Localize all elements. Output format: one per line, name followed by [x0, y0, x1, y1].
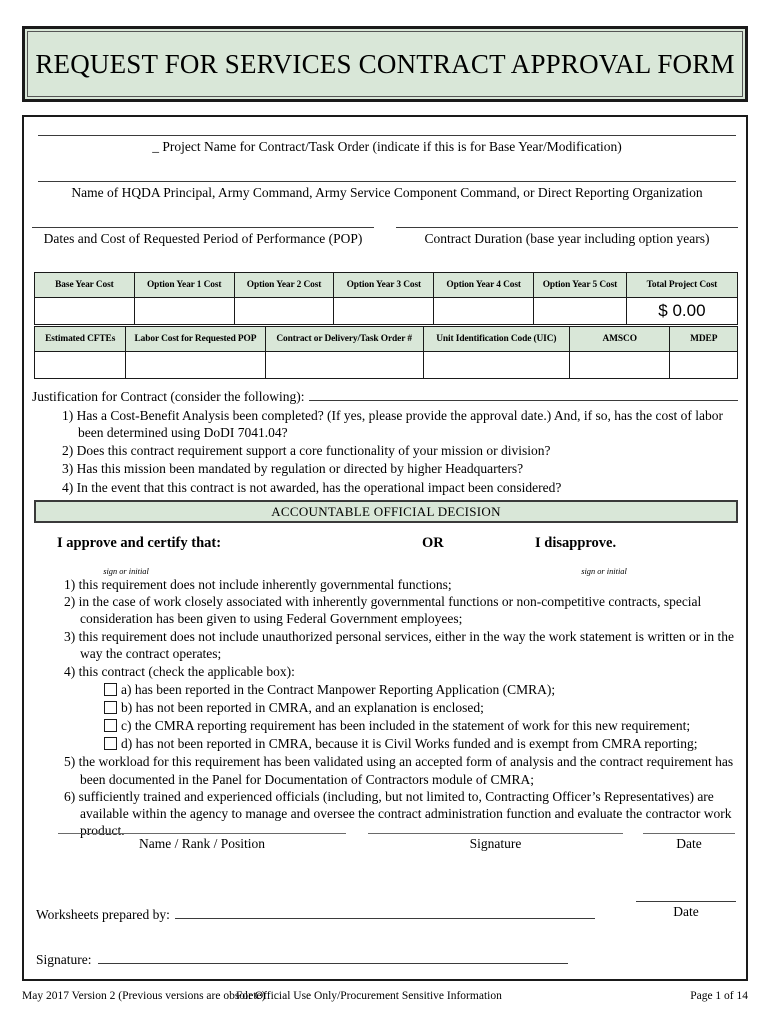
form-title-banner-inner	[27, 31, 743, 97]
page-footer	[0, 990, 770, 1010]
certification-section	[32, 575, 742, 840]
disapprove-label: I disapprove.	[535, 535, 617, 551]
justification-section	[32, 389, 738, 496]
cmra-checkbox-row[interactable]	[32, 699, 742, 716]
cmra-checkbox-list	[32, 681, 742, 753]
checkbox-c-icon[interactable]	[104, 719, 117, 732]
cost-input-option-year-5[interactable]	[534, 298, 627, 325]
certification-item: 5) the workload for this requirement has been validated using an accepted form of analysis and the contract requirement has been documented in the Panel for Documentation of Contractors module of CMRA;	[64, 754, 734, 787]
disapprove-group	[530, 535, 627, 576]
justification-question: 4) In the event that this contract is not awarded, has the operational impact been considered?	[62, 479, 562, 495]
cmra-checkbox-label: b) has not been reported in CMRA, and an explanation is enclosed;	[121, 699, 484, 715]
date-label: Date	[676, 836, 702, 851]
cost-input-option-year-4[interactable]	[434, 298, 534, 325]
certification-item: 1) this requirement does not include inherently governmental functions;	[64, 576, 452, 592]
worksheets-prepared-input-line[interactable]	[175, 918, 595, 919]
detail-col-uic: Unit Identification Code (UIC)	[423, 327, 569, 352]
worksheets-date-label: Date	[673, 904, 699, 919]
hqda-caption: Name of HQDA Principal, Army Command, Army Service Component Command, or Direct Reporting Organization	[71, 185, 703, 200]
cost-input-option-year-3[interactable]	[334, 298, 434, 325]
detail-input-task-order[interactable]	[265, 352, 423, 379]
accountable-official-decision-banner: ACCOUNTABLE OFFICIAL DECISION	[34, 500, 738, 523]
certification-list-continued	[32, 753, 742, 839]
cost-col-base-year: Base Year Cost	[35, 273, 135, 298]
cmra-checkbox-row[interactable]	[32, 681, 742, 698]
final-signature-label: Signature:	[36, 952, 92, 967]
justification-label: Justification for Contract (consider the following):	[32, 389, 305, 404]
justification-question: 3) Has this mission been mandated by regulation or directed by higher Headquarters?	[62, 461, 524, 477]
pop-caption: Dates and Cost of Requested Period of Performance (POP)	[43, 231, 363, 246]
duration-field-group	[396, 227, 738, 247]
form-title-banner	[22, 26, 748, 102]
cost-input-base-year[interactable]	[35, 298, 135, 325]
page-title: REQUEST FOR SERVICES CONTRACT APPROVAL FORM	[35, 48, 735, 79]
worksheets-prepared-label: Worksheets prepared by:	[36, 907, 170, 922]
detail-col-amsco: AMSCO	[569, 327, 670, 352]
cost-col-option-year-5: Option Year 5 Cost	[534, 273, 627, 298]
cost-total-value: $ 0.00	[626, 298, 737, 325]
detail-col-labor-cost: Labor Cost for Requested POP	[126, 327, 265, 352]
cmra-checkbox-label: a) has been reported in the Contract Manpower Reporting Application (CMRA);	[121, 681, 556, 697]
cost-table-header-row	[35, 273, 738, 298]
cost-col-option-year-3: Option Year 3 Cost	[334, 273, 434, 298]
detail-input-cftes[interactable]	[35, 352, 126, 379]
signature-label: Signature	[469, 836, 522, 851]
duration-caption: Contract Duration (base year including option years)	[424, 231, 710, 246]
certification-list	[32, 576, 742, 680]
decision-or-label: OR	[422, 535, 444, 551]
date-group	[643, 833, 735, 852]
detail-col-mdep: MDEP	[670, 327, 738, 352]
detail-col-cftes: Estimated CFTEs	[35, 327, 126, 352]
footer-version: May 2017 Version 2 (Previous versions are obsolete)	[22, 990, 266, 1002]
approve-signature-hint: sign or initial	[103, 567, 149, 576]
checkbox-a-icon[interactable]	[104, 683, 117, 696]
pop-field-group	[32, 227, 374, 247]
detail-col-task-order: Contract or Delivery/Task Order #	[265, 327, 423, 352]
detail-table	[34, 326, 738, 379]
cost-col-total: Total Project Cost	[626, 273, 737, 298]
cmra-checkbox-row[interactable]	[32, 735, 742, 752]
certification-item: 2) in the case of work closely associated with inherently governmental functions or non-competitive contracts, special consideration has been given to using Federal Government employees;	[64, 594, 702, 627]
certification-item: 3) this requirement does not include unauthorized personal services, either in the way the work statement is written or in the way the contract operates;	[64, 628, 734, 662]
justification-question: 1) Has a Cost-Benefit Analysis been completed? (If yes, please provide the approval date.) And, if so, has the cost of labor been determined using DoDI 7041.04?	[62, 408, 723, 441]
detail-input-labor-cost[interactable]	[126, 352, 265, 379]
cost-table	[34, 272, 738, 325]
signature-group	[368, 833, 623, 852]
footer-page-number: Page 1 of 14	[690, 990, 748, 1002]
cost-col-option-year-1: Option Year 1 Cost	[134, 273, 234, 298]
final-signature-input-line[interactable]	[98, 963, 568, 964]
disapprove-signature-hint: sign or initial	[581, 567, 627, 576]
final-signature-group	[36, 952, 736, 968]
justification-question-list	[32, 407, 738, 496]
cmra-checkbox-row[interactable]	[32, 717, 742, 734]
cost-col-option-year-4: Option Year 4 Cost	[434, 273, 534, 298]
certification-item: 6) sufficiently trained and experienced officials (including, but not limited to, Contracting Officer’s Representatives) are available within the agency to manage and oversee the contract administration function and evaluate the contractor work product.	[64, 789, 732, 839]
cost-col-option-year-2: Option Year 2 Cost	[234, 273, 334, 298]
form-body	[22, 115, 748, 981]
signature-row	[36, 833, 736, 852]
justification-input-line[interactable]	[309, 400, 738, 401]
approve-label: I approve and certify that:	[57, 535, 222, 551]
detail-input-amsco[interactable]	[569, 352, 670, 379]
name-rank-position-label: Name / Rank / Position	[139, 836, 265, 851]
justification-question: 2) Does this contract requirement support a core functionality of your mission or division?	[62, 443, 551, 459]
cost-table-value-row	[35, 298, 738, 325]
worksheets-date-group	[636, 901, 736, 920]
cost-input-option-year-2[interactable]	[234, 298, 334, 325]
detail-table-header-row	[35, 327, 738, 352]
pop-duration-group	[32, 227, 738, 247]
footer-classification: For Official Use Only/Procurement Sensitive Information	[236, 990, 502, 1002]
worksheets-prepared-group	[36, 907, 736, 923]
project-name-field-group	[38, 135, 736, 155]
justification-header	[32, 389, 738, 405]
name-rank-position-group	[58, 833, 346, 852]
cost-input-option-year-1[interactable]	[134, 298, 234, 325]
detail-table-value-row	[35, 352, 738, 379]
hqda-field-group	[38, 181, 736, 201]
certification-item: 4) this contract (check the applicable box):	[64, 663, 295, 679]
checkbox-b-icon[interactable]	[104, 701, 117, 714]
approve-group	[52, 535, 222, 576]
detail-input-uic[interactable]	[423, 352, 569, 379]
checkbox-d-icon[interactable]	[104, 737, 117, 750]
project-name-caption: _ Project Name for Contract/Task Order (indicate if this is for Base Year/Modification)	[152, 139, 622, 154]
cmra-checkbox-label: d) has not been reported in CMRA, because it is Civil Works funded and is exempt from CMRA reporting;	[121, 736, 698, 752]
cmra-checkbox-label: c) the CMRA reporting requirement has been included in the statement of work for this new requirement;	[121, 718, 691, 734]
signature-block	[36, 833, 736, 852]
decision-row	[32, 535, 738, 576]
detail-input-mdep[interactable]	[670, 352, 738, 379]
